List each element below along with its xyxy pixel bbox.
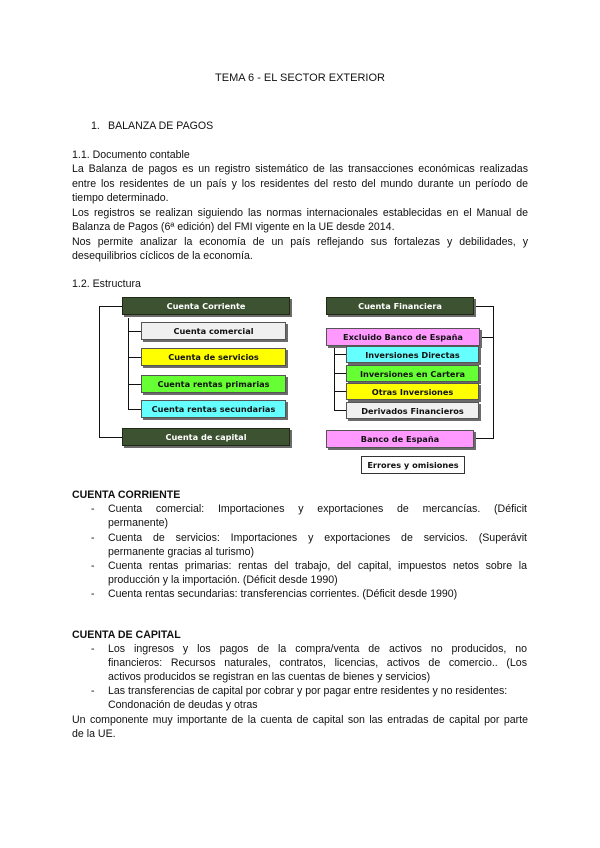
rentas-primarias-box: Cuenta rentas primarias bbox=[141, 375, 286, 393]
connector-line bbox=[128, 384, 141, 385]
bullet-dash: - bbox=[91, 560, 95, 572]
bullet-text: permanente gracias al turismo) bbox=[108, 546, 255, 558]
bullet-text: Los ingresos y los pagos de la compra/venta de activos no producidos, no bbox=[108, 643, 527, 655]
section-heading: CUENTA DE CAPITAL bbox=[72, 629, 181, 641]
bullet-text: activos producidos se registran en las cuentas de bienes y servicios) bbox=[108, 671, 431, 683]
bullet-dash: - bbox=[91, 685, 95, 697]
bullet-dash: - bbox=[91, 588, 95, 600]
bullet-text: Cuenta de servicios: Importaciones y exportaciones de servicios. (Superávit bbox=[108, 532, 527, 544]
bullet-dash: - bbox=[91, 532, 95, 544]
cuenta-capital-box: Cuenta de capital bbox=[122, 428, 290, 446]
connector-line bbox=[334, 391, 346, 392]
paragraph-line: tiempo determinado. bbox=[72, 192, 169, 204]
connector-line bbox=[99, 306, 122, 307]
bullet-text: Cuenta comercial: Importaciones y exportaciones de mercancías. (Déficit bbox=[108, 503, 527, 515]
paragraph-line: Un componente muy importante de la cuenta de capital son las entradas de capital por parte bbox=[72, 714, 528, 726]
connector-line bbox=[99, 306, 100, 437]
connector-line bbox=[99, 437, 122, 438]
rentas-secundarias-box: Cuenta rentas secundarias bbox=[141, 400, 286, 418]
connector-line bbox=[474, 306, 494, 307]
inversiones-directas-box: Inversiones Directas bbox=[346, 346, 479, 363]
connector-line bbox=[334, 410, 346, 411]
bullet-text: Condonación de deudas y otras bbox=[108, 699, 258, 711]
bullet-text: financieros: Recursos naturales, contratos, licencias, activos de comercio.. (Los bbox=[108, 657, 527, 669]
bullet-text: Cuenta rentas primarias: rentas del trabajo, del capital, impuestos netos sobre la bbox=[108, 560, 527, 572]
connector-line bbox=[493, 306, 494, 439]
page-title: TEMA 6 - EL SECTOR EXTERIOR bbox=[215, 72, 385, 84]
subsection-heading: 1.1. Documento contable bbox=[72, 149, 190, 161]
paragraph-line: entre los residentes de un país y los residentes del resto del mundo durante un período de bbox=[72, 178, 528, 190]
paragraph-line: desequilibrios cíclicos de la economía. bbox=[72, 250, 253, 262]
bullet-dash: - bbox=[91, 643, 95, 655]
banco-espana-box: Banco de España bbox=[326, 430, 474, 448]
bullet-text: permanente) bbox=[108, 517, 169, 529]
cuenta-corriente-box: Cuenta Corriente bbox=[122, 297, 290, 315]
errores-omisiones-box: Errores y omisiones bbox=[361, 456, 465, 474]
cuenta-comercial-box: Cuenta comercial bbox=[141, 322, 286, 340]
paragraph-line: de la UE. bbox=[72, 728, 116, 740]
section-heading: CUENTA CORRIENTE bbox=[72, 489, 181, 501]
inversiones-cartera-box: Inversiones en Cartera bbox=[346, 365, 479, 382]
otras-inversiones-box: Otras Inversiones bbox=[346, 383, 479, 400]
excluido-banco-box: Excluido Banco de España bbox=[326, 328, 480, 346]
paragraph-line: Los registros se realizan siguiendo las normas internacionales establecidas en el Manual de bbox=[72, 207, 528, 219]
connector-line bbox=[474, 438, 494, 439]
bullet-dash: - bbox=[91, 503, 95, 515]
derivados-box: Derivados Financieros bbox=[346, 402, 479, 419]
cuenta-financiera-box: Cuenta Financiera bbox=[326, 297, 474, 315]
bullet-text: Cuenta rentas secundarias: transferencias corrientes. (Déficit desde 1990) bbox=[108, 588, 458, 600]
connector-line bbox=[128, 409, 141, 410]
connector-line bbox=[128, 331, 141, 332]
connector-line bbox=[334, 373, 346, 374]
paragraph-line: Balanza de Pagos (6ª edición) del FMI vigente en la UE desde 2014. bbox=[72, 221, 395, 233]
connector-line bbox=[128, 357, 141, 358]
cuenta-servicios-box: Cuenta de servicios bbox=[141, 348, 286, 366]
bullet-text: Las transferencias de capital por cobrar y por pagar entre residentes y no residentes: bbox=[108, 685, 508, 697]
connector-line bbox=[334, 354, 346, 355]
connector-line bbox=[480, 337, 494, 338]
paragraph-line: Nos permite analizar la economía de un país reflejando sus fortalezas y debilidades, y bbox=[72, 236, 528, 248]
section-heading: BALANZA DE PAGOS bbox=[108, 120, 214, 132]
section-number: 1. bbox=[91, 120, 100, 132]
subsection-heading: 1.2. Estructura bbox=[72, 278, 141, 290]
bullet-text: producción y la importación. (Déficit desde 1990) bbox=[108, 574, 338, 586]
paragraph-line: La Balanza de pagos es un registro sistemático de las transacciones económicas realizadas bbox=[72, 163, 528, 175]
